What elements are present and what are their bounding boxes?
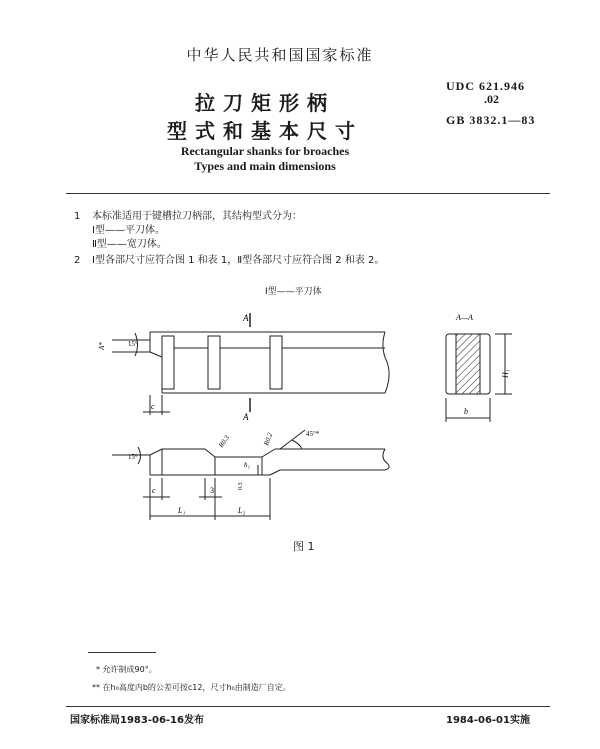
footnote-2: ** 在h₀高度内b的公差可按c12，尺寸h₀由制造厂自定。 xyxy=(92,683,291,692)
section-mark-a-bottom: A xyxy=(243,412,249,422)
footer-divider xyxy=(66,706,550,707)
clause-1-text: 本标准适用于键槽拉刀柄部，其结构型式分为： xyxy=(92,211,302,222)
title-chinese-line1: 拉刀矩形柄 xyxy=(195,91,335,115)
title-english-line2: Types and main dimensions xyxy=(194,159,336,173)
udc-code-suffix: .02 xyxy=(484,92,499,106)
dim-0-3: 0.3 xyxy=(238,482,244,490)
gb-standard-number: GB 3832.1—83 xyxy=(446,113,536,127)
dim-b: b xyxy=(464,407,468,416)
angle-15-bottom: 15° xyxy=(128,453,138,461)
title-chinese-line2: 型式和基本尺寸 xyxy=(167,119,363,143)
title-english-line1: Rectangular shanks for broaches xyxy=(180,144,350,158)
clause-1-number: 1 xyxy=(74,211,81,222)
side-view xyxy=(112,430,389,520)
dim-c-bottom: c xyxy=(152,486,156,495)
issued-date: 国家标准局1983-06-16发布 xyxy=(70,715,204,726)
clause-1-type2: Ⅱ型——宽刀体。 xyxy=(92,239,167,250)
figure-subtitle: Ⅰ型——平刀体 xyxy=(265,287,322,297)
footnote-1: * 允许制成90°。 xyxy=(96,665,157,674)
dim-h1-side: h₁ xyxy=(244,461,250,469)
standard-organization: 中华人民共和国国家标准 xyxy=(186,46,374,64)
radius-r02: R0.2 xyxy=(262,431,275,447)
udc-code: UDC 621.946 xyxy=(446,79,525,93)
section-mark-a-top: A xyxy=(243,313,249,323)
dim-3: 3 xyxy=(210,486,214,495)
effective-date: 1984-06-01实施 xyxy=(446,715,530,726)
dim-l1: L₁ xyxy=(178,506,186,515)
angle-45: 45°* xyxy=(306,430,320,438)
angle-15-top: 15° xyxy=(128,340,138,348)
clause-2-number: 2 xyxy=(74,255,81,266)
dim-h1-section: H₁ xyxy=(501,369,510,378)
chamfer-label: A* xyxy=(98,342,106,350)
clause-2-text: Ⅰ型各部尺寸应符合图 1 和表 1，Ⅱ型各部尺寸应符合图 2 和表 2。 xyxy=(92,255,385,266)
footnote-divider xyxy=(88,652,156,653)
radius-r03: R0.3 xyxy=(217,433,232,450)
clause-1-type1: Ⅰ型——平刀体。 xyxy=(92,225,165,236)
section-view-label: A—A xyxy=(456,313,473,322)
dim-c-top: c xyxy=(151,402,155,411)
top-view xyxy=(112,313,389,415)
dim-l2: L₂ xyxy=(238,506,246,515)
figure-caption: 图 1 xyxy=(293,540,315,553)
